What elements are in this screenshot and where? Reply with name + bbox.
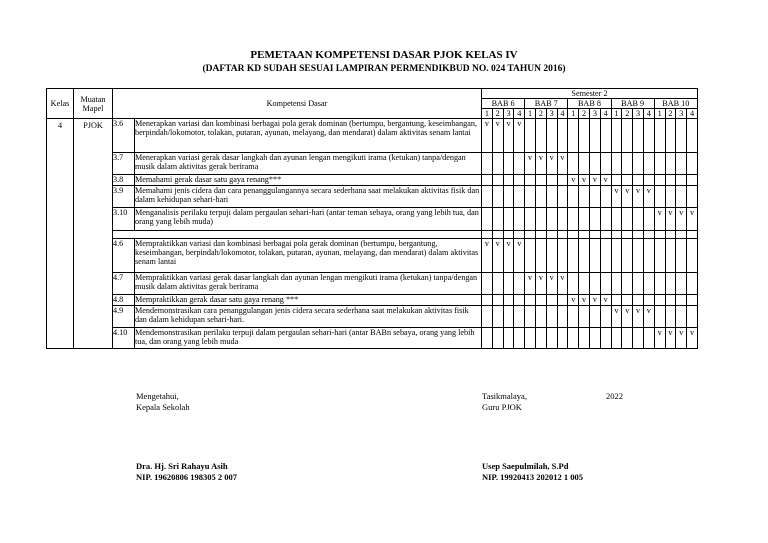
empty-cell <box>557 295 568 306</box>
empty-cell <box>525 295 536 306</box>
empty-cell <box>676 186 687 208</box>
empty-cell <box>579 273 590 295</box>
check-mark: v <box>676 328 687 349</box>
check-mark: v <box>557 273 568 295</box>
empty-cell <box>633 328 644 349</box>
empty-cell <box>546 119 557 153</box>
empty-cell <box>589 239 600 273</box>
check-mark: v <box>643 306 654 328</box>
kd-number: 3.6 <box>113 119 135 153</box>
empty-cell <box>589 119 600 153</box>
empty-cell <box>546 295 557 306</box>
empty-cell <box>579 328 590 349</box>
empty-cell <box>525 208 536 231</box>
empty-cell <box>525 119 536 153</box>
empty-cell <box>643 295 654 306</box>
check-mark: v <box>611 186 622 208</box>
header-week: 3 <box>589 109 600 119</box>
empty-cell <box>568 119 579 153</box>
empty-cell <box>503 175 514 186</box>
empty-cell <box>654 306 665 328</box>
kd-description: Mempraktikkan variasi gerak dasar langkah dan ayunan lengan mengikuti irama (ketukan) tanpa/dengan musik dalam aktivitas gerak berirama <box>135 273 482 295</box>
kd-number: 3.8 <box>113 175 135 186</box>
empty-cell <box>546 186 557 208</box>
check-mark: v <box>687 328 698 349</box>
kd-number: 3.10 <box>113 208 135 231</box>
header-week: 3 <box>633 109 644 119</box>
kd-number: 4.9 <box>113 306 135 328</box>
empty-cell <box>579 306 590 328</box>
kd-description: Mendemonstrasikan cara penanggulangan jenis cidera secara sederhana saat melakukan aktivitas fisik dan dalam kehidupan sehari-hari. <box>135 306 482 328</box>
spacer-cell <box>633 231 644 239</box>
empty-cell <box>611 328 622 349</box>
check-mark: v <box>611 306 622 328</box>
empty-cell <box>546 306 557 328</box>
empty-cell <box>568 153 579 175</box>
empty-cell <box>535 328 546 349</box>
empty-cell <box>525 328 536 349</box>
check-mark: v <box>525 273 536 295</box>
empty-cell <box>622 273 633 295</box>
approval-label: Mengetahui, <box>136 391 179 401</box>
empty-cell <box>643 119 654 153</box>
check-mark: v <box>600 295 611 306</box>
empty-cell <box>482 175 493 186</box>
empty-cell <box>600 239 611 273</box>
approval-block <box>136 391 190 413</box>
empty-cell <box>568 208 579 231</box>
empty-cell <box>535 295 546 306</box>
empty-cell <box>687 153 698 175</box>
empty-cell <box>622 119 633 153</box>
empty-cell <box>643 273 654 295</box>
empty-cell <box>514 295 525 306</box>
empty-cell <box>633 295 644 306</box>
empty-cell <box>568 328 579 349</box>
kelas-cell: 4 <box>47 119 74 349</box>
header-week: 2 <box>535 109 546 119</box>
spacer-cell <box>514 231 525 239</box>
header-bab: BAB 10 <box>654 99 697 109</box>
place-label: Tasikmalaya, <box>482 391 527 401</box>
empty-cell <box>589 186 600 208</box>
spacer-cell <box>665 231 676 239</box>
empty-cell <box>525 186 536 208</box>
kd-number: 4.10 <box>113 328 135 349</box>
header-week: 3 <box>676 109 687 119</box>
empty-cell <box>514 186 525 208</box>
check-mark: v <box>568 175 579 186</box>
empty-cell <box>503 295 514 306</box>
empty-cell <box>600 328 611 349</box>
check-mark: v <box>482 239 493 273</box>
empty-cell <box>611 239 622 273</box>
empty-cell <box>579 208 590 231</box>
empty-cell <box>525 306 536 328</box>
empty-cell <box>687 119 698 153</box>
empty-cell <box>622 239 633 273</box>
kd-description: Menerapkan variasi gerak dasar langkah dan ayunan lengan mengikuti irama (ketukan) tanpa/dengan musik dalam aktivitas gerak berirama <box>135 153 482 175</box>
spacer-cell <box>654 231 665 239</box>
empty-cell <box>482 306 493 328</box>
empty-cell <box>482 186 493 208</box>
principal-name: Dra. Hj. Sri Rahayu Asih <box>136 461 228 471</box>
header-semester: Semester 2 <box>482 89 698 99</box>
empty-cell <box>525 239 536 273</box>
empty-cell <box>687 306 698 328</box>
empty-cell <box>589 153 600 175</box>
kd-description: Mempraktikkan gerak dasar satu gaya renang *** <box>135 295 482 306</box>
header-bab: BAB 6 <box>482 99 525 109</box>
empty-cell <box>568 306 579 328</box>
empty-cell <box>492 153 503 175</box>
empty-cell <box>600 208 611 231</box>
check-mark: v <box>492 119 503 153</box>
spacer-cell <box>611 231 622 239</box>
empty-cell <box>676 306 687 328</box>
empty-cell <box>643 328 654 349</box>
empty-cell <box>514 153 525 175</box>
empty-cell <box>687 175 698 186</box>
empty-cell <box>654 295 665 306</box>
empty-cell <box>611 175 622 186</box>
check-mark: v <box>654 208 665 231</box>
check-mark: v <box>643 186 654 208</box>
header-week: 2 <box>622 109 633 119</box>
empty-cell <box>600 306 611 328</box>
header-bab: BAB 7 <box>525 99 568 109</box>
spacer-cell <box>546 231 557 239</box>
empty-cell <box>557 306 568 328</box>
empty-cell <box>633 273 644 295</box>
empty-cell <box>514 273 525 295</box>
kd-number: 4.7 <box>113 273 135 295</box>
spacer-cell <box>622 231 633 239</box>
spacer-cell <box>579 231 590 239</box>
principal-role: Kepala Sekolah <box>136 402 190 412</box>
empty-cell <box>600 119 611 153</box>
teacher-signature <box>482 461 583 483</box>
mapel-cell: PJOK <box>74 119 113 349</box>
empty-cell <box>611 153 622 175</box>
empty-cell <box>633 153 644 175</box>
empty-cell <box>633 239 644 273</box>
year-label: 2022 <box>606 391 623 401</box>
empty-cell <box>600 153 611 175</box>
empty-cell <box>665 153 676 175</box>
empty-cell <box>654 239 665 273</box>
empty-cell <box>600 273 611 295</box>
empty-cell <box>589 273 600 295</box>
empty-cell <box>525 175 536 186</box>
empty-cell <box>535 208 546 231</box>
header-bab: BAB 8 <box>568 99 611 109</box>
empty-cell <box>482 295 493 306</box>
kd-description: Memahami jenis cidera dan cara penanggulangannya secara sederhana saat melakukan aktivitas fisik dan dalam kehidupan sehari-hari <box>135 186 482 208</box>
empty-cell <box>579 239 590 273</box>
empty-cell <box>643 208 654 231</box>
check-mark: v <box>514 119 525 153</box>
teacher-role: Guru PJOK <box>482 402 522 412</box>
check-mark: v <box>535 153 546 175</box>
empty-cell <box>482 273 493 295</box>
teacher-nip: NIP. 19920413 202012 1 005 <box>482 472 583 482</box>
empty-cell <box>546 208 557 231</box>
kd-description: Memahami gerak dasar satu gaya renang*** <box>135 175 482 186</box>
header-bab: BAB 9 <box>611 99 654 109</box>
empty-cell <box>665 273 676 295</box>
empty-cell <box>654 119 665 153</box>
header-week: 3 <box>503 109 514 119</box>
kd-description: Menganalisis perilaku terpuji dalam pergaulan sehari-hari (antar teman sebaya, orang yang lebih tua, dan orang yang lebih muda) <box>135 208 482 231</box>
empty-cell <box>503 153 514 175</box>
empty-cell <box>687 295 698 306</box>
check-mark: v <box>633 186 644 208</box>
empty-cell <box>589 328 600 349</box>
spacer-cell <box>535 231 546 239</box>
empty-cell <box>622 175 633 186</box>
empty-cell <box>643 239 654 273</box>
check-mark: v <box>654 328 665 349</box>
principal-signature <box>136 461 237 483</box>
spacer-cell <box>492 231 503 239</box>
empty-cell <box>492 295 503 306</box>
empty-cell <box>557 186 568 208</box>
kd-number: 3.9 <box>113 186 135 208</box>
check-mark: v <box>482 119 493 153</box>
empty-cell <box>514 208 525 231</box>
document-subtitle: (DAFTAR KD SUDAH SESUAI LAMPIRAN PERMENDIKBUD NO. 024 TAHUN 2016) <box>202 64 566 74</box>
empty-cell <box>687 273 698 295</box>
empty-cell <box>568 273 579 295</box>
empty-cell <box>676 273 687 295</box>
empty-cell <box>589 306 600 328</box>
spacer-cell <box>643 231 654 239</box>
empty-cell <box>622 208 633 231</box>
empty-cell <box>589 208 600 231</box>
check-mark: v <box>589 295 600 306</box>
header-week: 4 <box>514 109 525 119</box>
check-mark: v <box>589 175 600 186</box>
empty-cell <box>557 175 568 186</box>
empty-cell <box>503 273 514 295</box>
empty-cell <box>665 175 676 186</box>
empty-cell <box>514 328 525 349</box>
check-mark: v <box>665 208 676 231</box>
check-mark: v <box>535 273 546 295</box>
header-week: 4 <box>600 109 611 119</box>
check-mark: v <box>568 295 579 306</box>
empty-cell <box>482 328 493 349</box>
header-week: 4 <box>557 109 568 119</box>
empty-cell <box>503 328 514 349</box>
empty-cell <box>687 239 698 273</box>
header-mapel: Muatan Mapel <box>74 89 113 119</box>
spacer-cell <box>589 231 600 239</box>
signature-place <box>482 391 527 413</box>
check-mark: v <box>546 153 557 175</box>
empty-cell <box>557 239 568 273</box>
check-mark: v <box>525 153 536 175</box>
spacer-cell <box>482 231 493 239</box>
check-mark: v <box>665 328 676 349</box>
empty-cell <box>503 306 514 328</box>
check-mark: v <box>492 239 503 273</box>
header-week: 2 <box>492 109 503 119</box>
spacer-cell <box>600 231 611 239</box>
check-mark: v <box>546 273 557 295</box>
empty-cell <box>665 186 676 208</box>
check-mark: v <box>676 208 687 231</box>
kd-description: Mendemonstrasikan perilaku terpuji dalam pergaulan sehari-hari (antar BABn sebaya, orang yang lebih tua, dan orang yang lebih muda <box>135 328 482 349</box>
empty-cell <box>546 175 557 186</box>
check-mark: v <box>622 306 633 328</box>
header-week: 3 <box>546 109 557 119</box>
empty-cell <box>633 208 644 231</box>
empty-cell <box>535 119 546 153</box>
empty-cell <box>654 153 665 175</box>
empty-cell <box>492 175 503 186</box>
empty-cell <box>654 175 665 186</box>
spacer-cell <box>557 231 568 239</box>
empty-cell <box>492 328 503 349</box>
check-mark: v <box>557 153 568 175</box>
empty-cell <box>503 208 514 231</box>
empty-cell <box>633 175 644 186</box>
empty-cell <box>687 186 698 208</box>
empty-cell <box>535 186 546 208</box>
empty-cell <box>579 119 590 153</box>
empty-cell <box>568 239 579 273</box>
empty-cell <box>665 239 676 273</box>
spacer-cell <box>113 231 482 239</box>
kd-description: Mempraktikkan variasi dan kombinasi berbagai pola gerak dominan (bertumpu, bergantung, keseimbangan, berpindah/lokomotor, tolakan, putaran, ayunan, melayang, dan mendarat) dalam aktivitas senam lantai <box>135 239 482 273</box>
check-mark: v <box>579 295 590 306</box>
empty-cell <box>482 208 493 231</box>
empty-cell <box>546 328 557 349</box>
empty-cell <box>482 153 493 175</box>
kd-mapping-table <box>46 88 698 349</box>
empty-cell <box>611 119 622 153</box>
empty-cell <box>492 273 503 295</box>
empty-cell <box>579 153 590 175</box>
empty-cell <box>676 153 687 175</box>
empty-cell <box>557 328 568 349</box>
header-week: 2 <box>665 109 676 119</box>
empty-cell <box>622 295 633 306</box>
empty-cell <box>579 186 590 208</box>
kd-number: 3.7 <box>113 153 135 175</box>
empty-cell <box>633 119 644 153</box>
empty-cell <box>492 306 503 328</box>
check-mark: v <box>503 119 514 153</box>
teacher-name: Usep Saepulmilah, S.Pd <box>482 461 569 471</box>
spacer-cell <box>503 231 514 239</box>
header-kelas: Kelas <box>47 89 74 119</box>
spacer-cell <box>676 231 687 239</box>
empty-cell <box>568 186 579 208</box>
document-title: PEMETAAN KOMPETENSI DASAR PJOK KELAS IV <box>250 49 518 61</box>
check-mark: v <box>633 306 644 328</box>
empty-cell <box>665 119 676 153</box>
empty-cell <box>665 295 676 306</box>
check-mark: v <box>503 239 514 273</box>
empty-cell <box>654 186 665 208</box>
check-mark: v <box>687 208 698 231</box>
empty-cell <box>676 239 687 273</box>
spacer-cell <box>687 231 698 239</box>
header-week: 1 <box>525 109 536 119</box>
empty-cell <box>611 295 622 306</box>
header-week: 1 <box>654 109 665 119</box>
check-mark: v <box>514 239 525 273</box>
empty-cell <box>492 208 503 231</box>
empty-cell <box>622 153 633 175</box>
empty-cell <box>514 306 525 328</box>
header-kompetensi: Kompetensi Dasar <box>113 89 482 119</box>
kd-description: Menerapkan variasi dan kombinasi berbagai pola gerak dominan (bertumpu, bergantung, keseimbangan, berpindah/lokomotor, tolakan, putaran, ayunan, melayang, dan mendarat) dalam aktivitas senam lantai <box>135 119 482 153</box>
empty-cell <box>535 306 546 328</box>
empty-cell <box>600 186 611 208</box>
check-mark: v <box>579 175 590 186</box>
empty-cell <box>654 273 665 295</box>
spacer-cell <box>525 231 536 239</box>
header-week: 4 <box>687 109 698 119</box>
kd-number: 4.6 <box>113 239 135 273</box>
empty-cell <box>622 328 633 349</box>
empty-cell <box>503 186 514 208</box>
header-week: 4 <box>643 109 654 119</box>
empty-cell <box>676 119 687 153</box>
empty-cell <box>546 239 557 273</box>
principal-nip: NIP. 19620806 198305 2 007 <box>136 472 237 482</box>
check-mark: v <box>622 186 633 208</box>
empty-cell <box>611 273 622 295</box>
empty-cell <box>643 175 654 186</box>
kd-number: 4.8 <box>113 295 135 306</box>
header-week: 1 <box>482 109 493 119</box>
empty-cell <box>557 208 568 231</box>
empty-cell <box>643 153 654 175</box>
empty-cell <box>514 175 525 186</box>
empty-cell <box>535 175 546 186</box>
empty-cell <box>676 295 687 306</box>
header-week: 1 <box>568 109 579 119</box>
empty-cell <box>557 119 568 153</box>
spacer-cell <box>568 231 579 239</box>
check-mark: v <box>600 175 611 186</box>
empty-cell <box>611 208 622 231</box>
header-week: 1 <box>611 109 622 119</box>
empty-cell <box>535 239 546 273</box>
empty-cell <box>492 186 503 208</box>
empty-cell <box>665 306 676 328</box>
header-week: 2 <box>579 109 590 119</box>
empty-cell <box>676 175 687 186</box>
